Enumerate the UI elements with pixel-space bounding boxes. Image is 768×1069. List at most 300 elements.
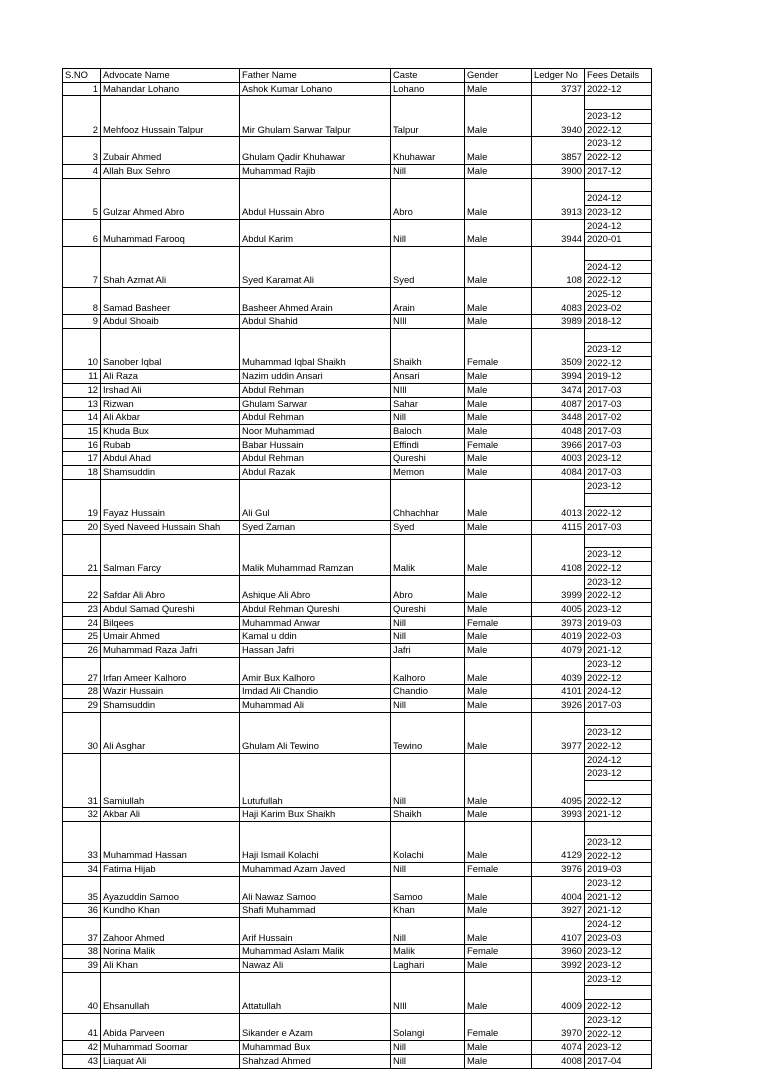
- cell-fees-details: [585, 630, 652, 644]
- cell-father-name: Abdul Hussain Abro: [240, 178, 391, 219]
- cell-caste: Lohano: [391, 82, 465, 96]
- cell-ledger-no: 3970: [532, 1013, 585, 1040]
- cell-fees-details: [585, 370, 652, 384]
- table-row: [63, 575, 652, 602]
- fee-entry: [585, 247, 651, 260]
- cell-ledger-no: 4107: [532, 917, 585, 944]
- cell-caste: Khuhawar: [391, 137, 465, 164]
- fee-entry: 2022-12: [585, 999, 651, 1013]
- fee-entry: 2023-12: [585, 835, 651, 849]
- cell-ledger-no: 3976: [532, 863, 585, 877]
- cell-caste: Nill: [391, 917, 465, 944]
- cell-advocate-name: Ali Khan: [101, 959, 240, 973]
- cell-gender: Male: [465, 383, 532, 397]
- cell-caste: Jafri: [391, 644, 465, 658]
- cell-gender: Male: [465, 753, 532, 808]
- cell-sno: 18: [63, 466, 101, 480]
- cell-ledger-no: 4095: [532, 753, 585, 808]
- cell-sno: 27: [63, 657, 101, 684]
- cell-sno: 19: [63, 479, 101, 520]
- cell-ledger-no: 4074: [532, 1041, 585, 1055]
- fee-entry: 2023-12: [585, 725, 651, 739]
- fee-entry: 2022-12: [585, 794, 651, 808]
- cell-gender: Male: [465, 575, 532, 602]
- cell-gender: Female: [465, 329, 532, 370]
- cell-fees-details: [585, 411, 652, 425]
- cell-father-name: Ashique Ali Abro: [240, 575, 391, 602]
- cell-sno: 32: [63, 808, 101, 822]
- cell-father-name: Amir Bux Kalhoro: [240, 657, 391, 684]
- cell-gender: Male: [465, 808, 532, 822]
- table-row: [63, 452, 652, 466]
- cell-sno: 29: [63, 698, 101, 712]
- fee-entry: 2019-03: [587, 616, 622, 628]
- cell-caste: Baloch: [391, 425, 465, 439]
- cell-gender: Female: [465, 438, 532, 452]
- cell-sno: 24: [63, 616, 101, 630]
- table-row: [63, 644, 652, 658]
- cell-caste: Syed: [391, 246, 465, 287]
- table-row: [63, 822, 652, 863]
- cell-fees-details: [585, 863, 652, 877]
- table-body: [63, 82, 652, 1068]
- cell-gender: Male: [465, 178, 532, 219]
- cell-fees-details: [585, 904, 652, 918]
- cell-ledger-no: 4115: [532, 520, 585, 534]
- cell-gender: Male: [465, 315, 532, 329]
- cell-ledger-no: 3509: [532, 329, 585, 370]
- cell-fees-details: [585, 288, 652, 315]
- cell-father-name: Babar Hussain: [240, 438, 391, 452]
- table-row: [63, 616, 652, 630]
- cell-fees-details: [585, 698, 652, 712]
- cell-fees-details: [585, 315, 652, 329]
- cell-sno: 25: [63, 630, 101, 644]
- cell-fees-details: [585, 520, 652, 534]
- fee-entry: 2019-12: [587, 370, 622, 382]
- cell-sno: 35: [63, 876, 101, 903]
- fee-entry: 2021-12: [587, 904, 622, 916]
- cell-fees-details: [585, 1013, 652, 1040]
- cell-advocate-name: Syed Naveed Hussain Shah: [101, 520, 240, 534]
- cell-advocate-name: Ali Raza: [101, 370, 240, 384]
- cell-advocate-name: Mehfooz Hussain Talpur: [101, 96, 240, 137]
- cell-sno: 9: [63, 315, 101, 329]
- cell-caste: Nill: [391, 863, 465, 877]
- table-row: [63, 411, 652, 425]
- cell-gender: Male: [465, 164, 532, 178]
- fee-entry: 2021-12: [585, 890, 651, 904]
- cell-fees-details: [585, 178, 652, 219]
- cell-gender: Male: [465, 630, 532, 644]
- header-ledger-no: Ledger No: [532, 69, 585, 83]
- table-row: [63, 685, 652, 699]
- table-row: [63, 383, 652, 397]
- fee-entry: 2023-12: [587, 452, 622, 464]
- cell-advocate-name: Norina Malik: [101, 945, 240, 959]
- fee-entry: 2019-03: [587, 863, 622, 875]
- cell-caste: Nill: [391, 219, 465, 246]
- cell-gender: Male: [465, 137, 532, 164]
- cell-sno: 38: [63, 945, 101, 959]
- fee-entry: 2022-12: [585, 739, 651, 753]
- cell-father-name: Muhammad Ali: [240, 698, 391, 712]
- cell-caste: NIll: [391, 972, 465, 1013]
- cell-gender: Male: [465, 917, 532, 944]
- cell-ledger-no: 4039: [532, 657, 585, 684]
- cell-fees-details: [585, 479, 652, 520]
- cell-father-name: Imdad Ali Chandio: [240, 685, 391, 699]
- cell-father-name: Noor Muhammad: [240, 425, 391, 439]
- fee-entry: 2023-12: [585, 342, 651, 356]
- cell-sno: 11: [63, 370, 101, 384]
- fee-entry: 2018-12: [587, 315, 622, 327]
- table-row: [63, 288, 652, 315]
- fee-entry: [585, 535, 651, 548]
- cell-sno: 21: [63, 534, 101, 575]
- cell-caste: Abro: [391, 575, 465, 602]
- cell-father-name: Attatullah: [240, 972, 391, 1013]
- cell-ledger-no: 3993: [532, 808, 585, 822]
- advocate-fees-table: [62, 68, 652, 1069]
- cell-ledger-no: 3944: [532, 219, 585, 246]
- cell-ledger-no: 4013: [532, 479, 585, 520]
- fee-entry: 2022-12: [585, 588, 651, 602]
- cell-caste: Nill: [391, 1041, 465, 1055]
- cell-father-name: Muhammad Rajib: [240, 164, 391, 178]
- cell-advocate-name: Gulzar Ahmed Abro: [101, 178, 240, 219]
- fee-entry: 2017-03: [587, 520, 622, 532]
- cell-caste: Arain: [391, 288, 465, 315]
- cell-gender: Male: [465, 1054, 532, 1068]
- cell-caste: Shaikh: [391, 329, 465, 370]
- cell-ledger-no: 3994: [532, 370, 585, 384]
- cell-father-name: Abdul Rehman: [240, 411, 391, 425]
- fee-entry: [585, 822, 651, 835]
- fee-entry: 2022-12: [585, 671, 651, 685]
- cell-caste: NIll: [391, 383, 465, 397]
- fee-entry: 2023-12: [587, 137, 622, 149]
- cell-gender: Male: [465, 288, 532, 315]
- cell-sno: 2: [63, 96, 101, 137]
- cell-ledger-no: 4048: [532, 425, 585, 439]
- fee-entry: [585, 96, 651, 109]
- cell-ledger-no: 4004: [532, 876, 585, 903]
- fee-entry: [585, 985, 651, 999]
- cell-caste: Abro: [391, 178, 465, 219]
- cell-fees-details: [585, 466, 652, 480]
- cell-advocate-name: Abdul Ahad: [101, 452, 240, 466]
- cell-advocate-name: Ayazuddin Samoo: [101, 876, 240, 903]
- cell-advocate-name: Zahoor Ahmed: [101, 917, 240, 944]
- cell-fees-details: [585, 96, 652, 137]
- cell-sno: 4: [63, 164, 101, 178]
- table-row: [63, 479, 652, 520]
- cell-ledger-no: 3857: [532, 137, 585, 164]
- cell-ledger-no: 3999: [532, 575, 585, 602]
- fee-entry: 2017-12: [587, 164, 622, 176]
- cell-sno: 33: [63, 822, 101, 863]
- cell-advocate-name: Irshad Ali: [101, 383, 240, 397]
- fee-entry: 2023-12: [585, 766, 651, 780]
- header-fees-details: Fees Details: [585, 69, 652, 83]
- fee-entry: 2017-03: [587, 425, 622, 437]
- cell-gender: Male: [465, 712, 532, 753]
- header-advocate-name: Advocate Name: [101, 69, 240, 83]
- cell-sno: 6: [63, 219, 101, 246]
- cell-ledger-no: 108: [532, 246, 585, 287]
- cell-caste: Effindi: [391, 438, 465, 452]
- cell-father-name: Shafi Muhammad: [240, 904, 391, 918]
- cell-ledger-no: 4079: [532, 644, 585, 658]
- fee-entry: 2023-02: [585, 301, 651, 315]
- cell-advocate-name: Samad Basheer: [101, 288, 240, 315]
- table-row: [63, 876, 652, 903]
- cell-fees-details: [585, 329, 652, 370]
- cell-fees-details: [585, 959, 652, 973]
- table-row: [63, 863, 652, 877]
- cell-gender: Male: [465, 82, 532, 96]
- cell-gender: Male: [465, 1041, 532, 1055]
- cell-sno: 12: [63, 383, 101, 397]
- cell-sno: 1: [63, 82, 101, 96]
- cell-father-name: Haji Karim Bux Shaikh: [240, 808, 391, 822]
- fee-entry: 2021-12: [587, 644, 622, 656]
- cell-caste: Memon: [391, 466, 465, 480]
- cell-advocate-name: Ali Asghar: [101, 712, 240, 753]
- cell-fees-details: [585, 945, 652, 959]
- cell-ledger-no: 4019: [532, 630, 585, 644]
- fee-entry: [585, 179, 651, 192]
- cell-advocate-name: Abdul Samad Qureshi: [101, 603, 240, 617]
- cell-fees-details: [585, 137, 652, 164]
- cell-father-name: Hassan Jafri: [240, 644, 391, 658]
- cell-father-name: Lutufullah: [240, 753, 391, 808]
- cell-gender: Male: [465, 972, 532, 1013]
- cell-father-name: Muhammad Azam Javed: [240, 863, 391, 877]
- fee-entry: 2024-12: [585, 191, 651, 205]
- table-row: [63, 425, 652, 439]
- cell-ledger-no: 4083: [532, 288, 585, 315]
- cell-father-name: Abdul Karim: [240, 219, 391, 246]
- fee-entry: 2022-12: [587, 82, 622, 94]
- cell-advocate-name: Muhammad Hassan: [101, 822, 240, 863]
- cell-sno: 15: [63, 425, 101, 439]
- cell-gender: Male: [465, 520, 532, 534]
- cell-caste: Kolachi: [391, 822, 465, 863]
- cell-gender: Male: [465, 370, 532, 384]
- cell-fees-details: [585, 246, 652, 287]
- cell-fees-details: [585, 575, 652, 602]
- header-gender: Gender: [465, 69, 532, 83]
- table-row: [63, 917, 652, 944]
- cell-sno: 23: [63, 603, 101, 617]
- table-row: [63, 178, 652, 219]
- cell-father-name: Muhammad Aslam Malik: [240, 945, 391, 959]
- table-row: [63, 82, 652, 96]
- table-row: [63, 972, 652, 1013]
- fee-entry: 2024-12: [585, 260, 651, 274]
- fee-entry: [585, 493, 651, 507]
- cell-father-name: Muhammad Bux: [240, 1041, 391, 1055]
- fee-entry: 2025-12: [587, 288, 622, 300]
- cell-ledger-no: 4009: [532, 972, 585, 1013]
- cell-advocate-name: Samiullah: [101, 753, 240, 808]
- cell-advocate-name: Muhammad Soomar: [101, 1041, 240, 1055]
- fee-entry: 2023-12: [585, 205, 651, 219]
- cell-ledger-no: 3474: [532, 383, 585, 397]
- cell-caste: Nill: [391, 630, 465, 644]
- cell-fees-details: [585, 753, 652, 808]
- cell-advocate-name: Irfan Ameer Kalhoro: [101, 657, 240, 684]
- cell-sno: 7: [63, 246, 101, 287]
- cell-gender: Male: [465, 466, 532, 480]
- cell-father-name: Basheer Ahmed Arain: [240, 288, 391, 315]
- table-row: [63, 315, 652, 329]
- cell-advocate-name: Fayaz Hussain: [101, 479, 240, 520]
- cell-caste: Sahar: [391, 397, 465, 411]
- table-row: [63, 329, 652, 370]
- cell-father-name: Abdul Razak: [240, 466, 391, 480]
- fee-entry: 2023-12: [587, 959, 622, 971]
- fee-entry: 2024-12: [587, 219, 622, 231]
- cell-sno: 42: [63, 1041, 101, 1055]
- cell-fees-details: [585, 644, 652, 658]
- fee-entry: 2023-03: [585, 931, 651, 945]
- cell-gender: Male: [465, 603, 532, 617]
- cell-ledger-no: 3940: [532, 96, 585, 137]
- table-row: [63, 438, 652, 452]
- fee-entry: 2023-12: [587, 876, 622, 888]
- cell-father-name: Ali Nawaz Samoo: [240, 876, 391, 903]
- fee-entry: 2017-03: [587, 383, 622, 395]
- cell-ledger-no: 4005: [532, 603, 585, 617]
- cell-sno: 28: [63, 685, 101, 699]
- fee-entry: 2023-12: [587, 945, 622, 957]
- cell-advocate-name: Zubair Ahmed: [101, 137, 240, 164]
- cell-sno: 37: [63, 917, 101, 944]
- cell-ledger-no: 4008: [532, 1054, 585, 1068]
- cell-father-name: Nawaz Ali: [240, 959, 391, 973]
- cell-caste: Nill: [391, 164, 465, 178]
- cell-gender: Male: [465, 822, 532, 863]
- cell-advocate-name: Liaquat Ali: [101, 1054, 240, 1068]
- cell-ledger-no: 3926: [532, 698, 585, 712]
- cell-sno: 22: [63, 575, 101, 602]
- cell-fees-details: [585, 82, 652, 96]
- fee-entry: [585, 780, 651, 794]
- cell-father-name: Abdul Rehman Qureshi: [240, 603, 391, 617]
- cell-caste: Nill: [391, 616, 465, 630]
- cell-gender: Male: [465, 685, 532, 699]
- cell-advocate-name: Allah Bux Sehro: [101, 164, 240, 178]
- cell-caste: Nill: [391, 753, 465, 808]
- cell-fees-details: [585, 1041, 652, 1055]
- header-row: [63, 69, 652, 83]
- cell-gender: Male: [465, 425, 532, 439]
- fee-entry: 2023-12: [587, 972, 622, 984]
- cell-father-name: Arif Hussain: [240, 917, 391, 944]
- cell-ledger-no: 3966: [532, 438, 585, 452]
- cell-ledger-no: 4129: [532, 822, 585, 863]
- cell-father-name: Mir Ghulam Sarwar Talpur: [240, 96, 391, 137]
- cell-caste: NIll: [391, 315, 465, 329]
- cell-father-name: Abdul Rehman: [240, 383, 391, 397]
- table-row: [63, 904, 652, 918]
- cell-fees-details: [585, 657, 652, 684]
- fee-entry: 2023-12: [587, 1041, 622, 1053]
- fee-entry: 2022-12: [585, 506, 651, 520]
- cell-gender: Male: [465, 534, 532, 575]
- fee-entry: 2023-12: [587, 479, 622, 491]
- table-row: [63, 96, 652, 137]
- table-row: [63, 945, 652, 959]
- cell-caste: Nill: [391, 1054, 465, 1068]
- fee-entry: 2024-12: [587, 917, 622, 929]
- fee-entry: 2017-03: [587, 397, 622, 409]
- cell-sno: 10: [63, 329, 101, 370]
- table-row: [63, 246, 652, 287]
- cell-advocate-name: Safdar Ali Abro: [101, 575, 240, 602]
- cell-father-name: Abdul Shahid: [240, 315, 391, 329]
- cell-gender: Female: [465, 945, 532, 959]
- cell-ledger-no: 3927: [532, 904, 585, 918]
- cell-caste: Talpur: [391, 96, 465, 137]
- cell-advocate-name: Bilqees: [101, 616, 240, 630]
- cell-advocate-name: Abida Parveen: [101, 1013, 240, 1040]
- cell-sno: 13: [63, 397, 101, 411]
- cell-fees-details: [585, 712, 652, 753]
- cell-fees-details: [585, 383, 652, 397]
- cell-fees-details: [585, 452, 652, 466]
- cell-gender: Male: [465, 698, 532, 712]
- table-row: [63, 1013, 652, 1040]
- cell-sno: 43: [63, 1054, 101, 1068]
- cell-father-name: Ghulam Sarwar: [240, 397, 391, 411]
- cell-caste: Laghari: [391, 959, 465, 973]
- fee-entry: [585, 713, 651, 726]
- fee-entry: 2017-03: [587, 698, 622, 710]
- cell-ledger-no: 3977: [532, 712, 585, 753]
- fee-entry: 2022-12: [585, 1027, 651, 1041]
- cell-advocate-name: Muhammad Raza Jafri: [101, 644, 240, 658]
- table-row: [63, 808, 652, 822]
- cell-advocate-name: Khuda Bux: [101, 425, 240, 439]
- table-row: [63, 534, 652, 575]
- cell-father-name: Muhammad Iqbal Shaikh: [240, 329, 391, 370]
- fee-entry: 2023-12: [587, 657, 622, 669]
- cell-ledger-no: 3913: [532, 178, 585, 219]
- cell-advocate-name: Ehsanullah: [101, 972, 240, 1013]
- cell-advocate-name: Muhammad Farooq: [101, 219, 240, 246]
- cell-advocate-name: Rizwan: [101, 397, 240, 411]
- cell-gender: Female: [465, 1013, 532, 1040]
- cell-advocate-name: Shamsuddin: [101, 698, 240, 712]
- cell-sno: 5: [63, 178, 101, 219]
- cell-caste: Syed: [391, 520, 465, 534]
- table-row: [63, 1054, 652, 1068]
- fee-entry: [585, 329, 651, 342]
- cell-advocate-name: Rubab: [101, 438, 240, 452]
- cell-fees-details: [585, 972, 652, 1013]
- cell-sno: 31: [63, 753, 101, 808]
- cell-advocate-name: Mahandar Lohano: [101, 82, 240, 96]
- cell-father-name: Ghulam Ali Tewino: [240, 712, 391, 753]
- fee-entry: 2017-04: [587, 1054, 622, 1066]
- cell-ledger-no: 3973: [532, 616, 585, 630]
- cell-sno: 30: [63, 712, 101, 753]
- cell-gender: Male: [465, 657, 532, 684]
